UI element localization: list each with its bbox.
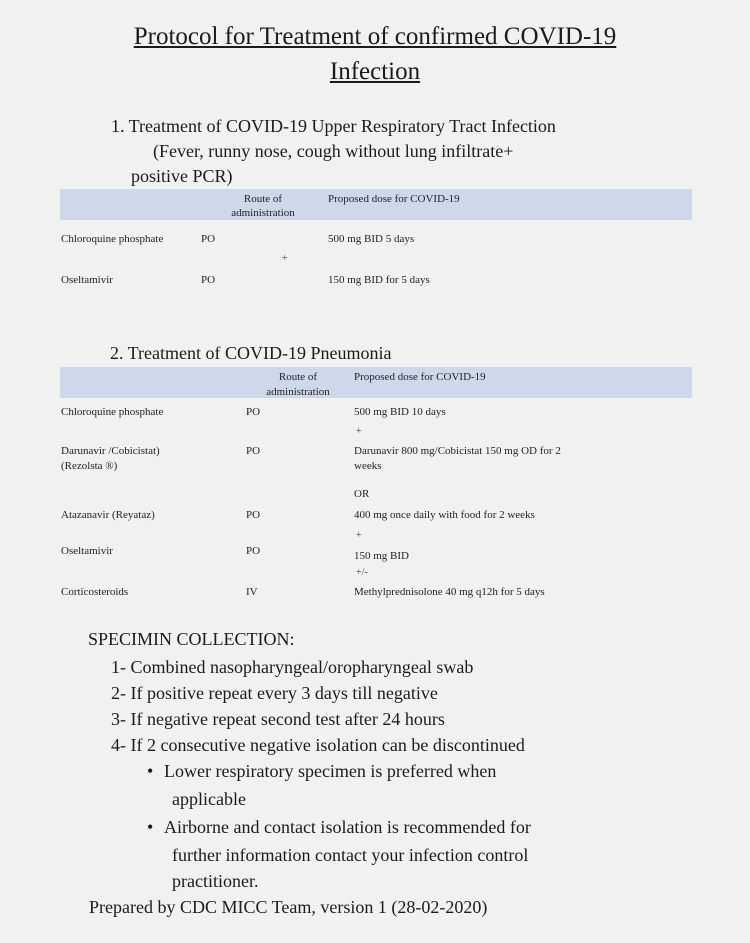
section1-heading-line1: 1. Treatment of COVID-19 Upper Respiratory Tract Infection	[111, 116, 556, 136]
section2-row2-dose-line1: Darunavir 800 mg/Cobicistat 150 mg OD for 2	[354, 445, 561, 457]
section2-row3-dose: 400 mg once daily with food for 2 weeks	[354, 509, 535, 521]
section2-row4-dose: 150 mg BID	[354, 550, 409, 562]
section2-col-route-line2: administration	[266, 386, 330, 398]
bullet-dot-icon: •	[147, 817, 154, 837]
document-title-line1: Protocol for Treatment of confirmed COVID-19	[133, 23, 617, 50]
bullet-dot-icon: •	[147, 761, 154, 781]
section2-row5-drug: Corticosteroids	[61, 586, 129, 598]
section2-row5-route: IV	[246, 586, 258, 598]
section1-row2-drug: Oseltamivir	[61, 274, 113, 286]
specimen-bullet-2	[147, 815, 531, 840]
section2-separator-3: +	[356, 530, 362, 541]
section1-heading-line2: (Fever, runny nose, cough without lung infiltrate+	[153, 141, 514, 161]
section2-col-dose: Proposed dose for COVID-19	[354, 371, 486, 383]
section2-heading: 2. Treatment of COVID-19 Pneumonia	[110, 343, 392, 363]
section2-row2-dose-line2: weeks	[354, 460, 382, 472]
specimen-item-3: 3- If negative repeat second test after 24 hours	[111, 709, 445, 729]
section1-row1-drug: Chloroquine phosphate	[61, 233, 164, 245]
specimen-bullet-1-line1: Lower respiratory specimen is preferred when	[164, 761, 497, 781]
specimen-bullet-2-line3: practitioner.	[172, 871, 259, 891]
section2-separator-2: OR	[354, 488, 370, 500]
specimen-title: SPECIMIN COLLECTION:	[88, 629, 295, 649]
specimen-item-1: 1- Combined nasopharyngeal/oropharyngeal swab	[111, 657, 474, 677]
section2-row2-drug-line1: Darunavir /Cobicistat)	[61, 445, 160, 457]
section2-row5-dose: Methylprednisolone 40 mg q12h for 5 days	[354, 586, 545, 598]
prepared-by-footer: Prepared by CDC MICC Team, version 1 (28-02-2020)	[89, 897, 488, 917]
section1-col-route-line1: Route of	[243, 193, 283, 205]
section2-separator-1: +	[356, 426, 362, 437]
section2-row1-route: PO	[246, 406, 261, 418]
specimen-bullet-2-line1: Airborne and contact isolation is recommended for	[164, 817, 531, 837]
section2-row2-drug-line2: (Rezolsta ®)	[61, 460, 118, 472]
section1-col-route-line2: administration	[231, 207, 295, 219]
specimen-item-2: 2- If positive repeat every 3 days till negative	[111, 683, 438, 703]
section2-col-route-line1: Route of	[278, 371, 318, 383]
section2-row1-dose: 500 mg BID 10 days	[354, 406, 446, 418]
section1-row1-dose: 500 mg BID 5 days	[328, 233, 415, 245]
specimen-bullet-1-line2: applicable	[172, 789, 246, 809]
specimen-bullet-2-line2: further information contact your infection control	[172, 845, 529, 865]
section2-row3-drug: Atazanavir (Reyataz)	[61, 509, 155, 521]
section2-row1-drug: Chloroquine phosphate	[61, 406, 164, 418]
section1-col-dose: Proposed dose for COVID-19	[328, 193, 460, 205]
specimen-bullet-1	[147, 759, 496, 784]
section2-row4-drug: Oseltamivir	[61, 545, 113, 557]
specimen-item-4: 4- If 2 consecutive negative isolation can be discontinued	[111, 735, 525, 755]
section1-row1-route: PO	[201, 233, 216, 245]
section2-row2-route: PO	[246, 445, 261, 457]
section1-row2-dose: 150 mg BID for 5 days	[328, 274, 430, 286]
section1-plus-separator: +	[282, 253, 288, 264]
document-title-line2: Infection	[329, 58, 421, 85]
section1-heading-line3: positive PCR)	[131, 166, 233, 186]
section2-separator-4: +/-	[356, 567, 368, 578]
section1-row2-route: PO	[201, 274, 216, 286]
section2-row4-route: PO	[246, 545, 261, 557]
section2-row3-route: PO	[246, 509, 261, 521]
